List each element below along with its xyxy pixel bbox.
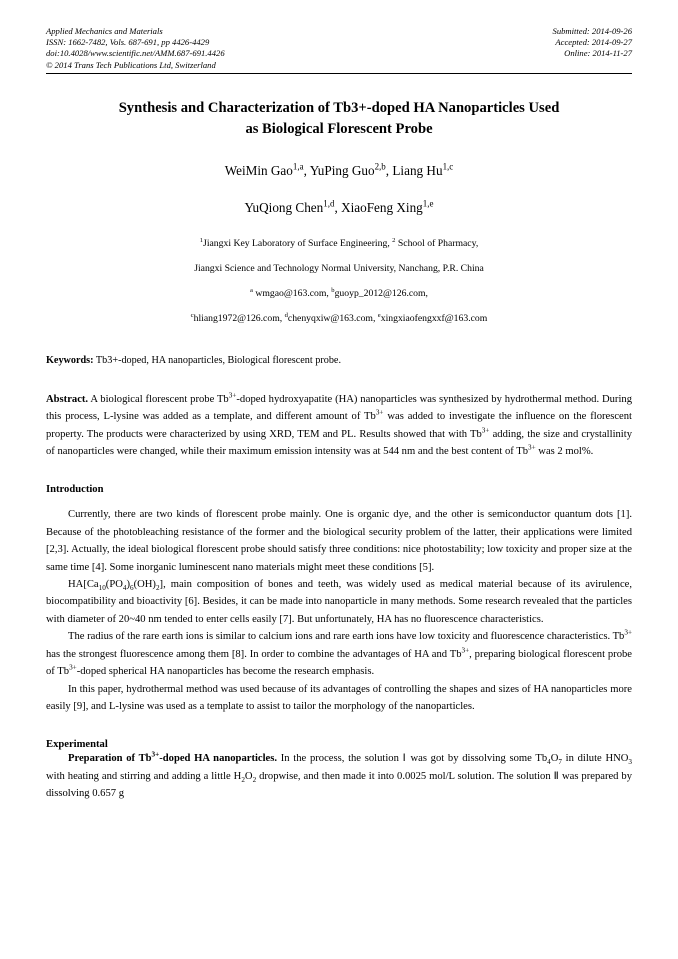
intro-paragraph-2 — [46, 576, 632, 628]
formula-sub: 2 — [241, 775, 245, 784]
abstract-text: A biological florescent probe Tb — [88, 393, 229, 405]
affiliation-line-2: Jiangxi Science and Technology Normal University, Nanchang, P.R. China — [194, 262, 484, 274]
author-name: , Liang Hu — [385, 162, 443, 178]
abstract-label: Abstract. — [46, 393, 89, 405]
abstract-sup: 3+ — [528, 443, 536, 452]
keywords-section — [46, 353, 632, 368]
para-text: -doped spherical HA nanoparticles has become the research emphasis. — [76, 666, 375, 678]
keywords-label: Keywords: — [46, 354, 94, 366]
abstract-text: -doped hydroxyapatite (HA) nanoparticles was synthesized by hydrothermal method. During this process, L-lysine was added as a template, and different amount of Tb — [46, 393, 632, 423]
para-text: in dilute HNO — [561, 753, 629, 765]
formula-sup: 3+ — [461, 646, 470, 655]
abstract-sup: 3+ — [228, 391, 237, 400]
formula-sub: 3 — [628, 758, 633, 767]
journal-info — [46, 26, 225, 71]
para-text: (OH) — [133, 579, 156, 591]
keywords-text: Tb3+-doped, HA nanoparticles, Biological florescent probe. — [93, 354, 341, 366]
email-marker-c: c — [190, 311, 194, 319]
abstract-text: adding, the size and crystallinity of nanoparticles were changed, while their maximum emission intensity was at 544 nm and the best content of Tb — [46, 428, 632, 458]
author-line-2 — [46, 198, 632, 218]
intro-paragraph-3 — [46, 628, 632, 680]
email-marker-b: b — [331, 286, 335, 294]
email-text: wmgao@163.com, — [252, 287, 332, 299]
para-text: O — [550, 753, 559, 765]
page-header — [46, 26, 632, 71]
para-text: dropwise, and then made it into 0.0025 mol/L solution. The solution Ⅱ was prepared by dissolving 0.657 g — [46, 770, 633, 800]
affil-marker-1: 1 — [199, 236, 204, 244]
abstract-section — [46, 391, 632, 461]
para-text: ) — [126, 579, 130, 591]
affil-marker-2: 2 — [392, 236, 396, 244]
para-bold-lead — [68, 750, 278, 765]
author-affil-marker: 1,e — [422, 198, 434, 209]
author-affil-marker: 1,d — [323, 198, 335, 209]
email-line-2 — [46, 311, 632, 326]
para-text: In the process, the solution Ⅰ was got by dissolving some Tb — [277, 753, 548, 765]
abstract-sup: 3+ — [481, 426, 490, 435]
intro-paragraph-1: Currently, there are two kinds of florescent probe mainly. One is organic dye, and the other is semiconductor quantum dots [1]. Because of the photobleaching resistance of the former and the biological security problem of the latter, their applications were limited [2,3]. Actually, the ideal biological florescent probe should satisfy three conditions: nice photostability; low toxicity and proper size at the same time [4]. Some inorganic luminescent nano materials might meet these conditions [5]. — [46, 509, 632, 573]
bold-text: Preparation of Tb — [68, 753, 152, 765]
author-line-1 — [46, 161, 632, 181]
para-text: with heating and stirring and adding a little H — [46, 770, 242, 782]
journal-name: Applied Mechanics and Materials — [46, 26, 163, 36]
email-line-1 — [46, 286, 632, 301]
author-affil-marker: 1,a — [292, 161, 304, 172]
formula-sup: 3+ — [69, 663, 77, 672]
email-marker-d: d — [284, 311, 288, 319]
email-marker-a: a — [250, 286, 253, 294]
formula-sub: 2 — [252, 775, 257, 784]
author-name: YuQiong Chen — [244, 199, 324, 215]
affiliation-line-1 — [46, 236, 632, 251]
para-text: has the strongest fluorescence among them [8]. In order to combine the advantages of HA and Tb — [46, 648, 462, 660]
formula-sub: 7 — [558, 758, 562, 767]
page-title — [46, 98, 632, 140]
formula-sup: 3+ — [151, 750, 160, 759]
journal-issn: ISSN: 1662-7482, Vols. 687-691, pp 4426-4429 — [46, 37, 210, 48]
journal-doi: doi:10.4028/www.scientific.net/AMM.687-691.4426 — [46, 48, 225, 59]
para-text: ], main composition of bones and teeth, was widely used as medical material because of its avirulence, biocompatibility and bioactivity [6]. Besides, it can be made into nanoparticle in many methods. Some research revealed that the particles with diameter of 20~40 nm tended to enter cells easily [7]. But unfortunately, HA has no fluorescence characteristics. — [46, 579, 632, 625]
header-divider — [46, 73, 632, 74]
formula-sub: 6 — [130, 584, 134, 593]
experimental-paragraph-1 — [46, 750, 632, 802]
affiliations — [46, 236, 632, 326]
intro-paragraph-4: In this paper, hydrothermal method was used because of its advantages of controlling the shapes and sizes of HA nanoparticles more easily [9], and L-lysine was used as a template to assist to tailor the morphology of the nanoparticles. — [46, 683, 632, 712]
title-line-2: as Biological Florescent Probe — [245, 120, 433, 137]
email-text: guoyp_2012@126.com, — [334, 287, 428, 299]
formula-sup: 3+ — [624, 628, 632, 637]
para-text: The radius of the rare earth ions is similar to calcium ions and rare earth ions have low toxicity and fluorescence characteristics. Tb — [68, 631, 625, 643]
section-heading-introduction: Introduction — [46, 484, 104, 496]
author-affil-marker: 2,b — [374, 161, 386, 172]
online-date: Online: 2014-11-27 — [564, 48, 632, 59]
bold-text: -doped HA nanoparticles. — [159, 753, 278, 765]
abstract-text: was added to investigate the influence on the florescent property. The products were characterized by using XRD, TEM and PL. Results showed that with Tb — [46, 411, 632, 440]
submitted-date: Submitted: 2014-09-26 — [552, 26, 632, 36]
author-name: , XiaoFeng Xing — [334, 199, 423, 215]
para-text: (PO — [105, 579, 123, 591]
abstract-sup: 3+ — [375, 408, 384, 417]
formula-sub: 4 — [547, 758, 551, 767]
email-text: xingxiaofengxxf@163.com — [380, 312, 488, 324]
para-text: HA[Ca — [68, 579, 99, 591]
formula-sub: 4 — [122, 584, 127, 593]
title-line-1: Synthesis and Characterization of Tb3+-doped HA Nanoparticles Used — [118, 99, 560, 116]
email-text: hliang1972@126.com, — [193, 312, 285, 324]
formula-sub: 10 — [98, 584, 106, 593]
formula-sub: 2 — [155, 584, 160, 593]
affiliation-text: Jiangxi Key Laboratory of Surface Engineering, — [203, 237, 393, 249]
abstract-text: was 2 mol%. — [535, 446, 594, 458]
author-list — [46, 161, 632, 218]
journal-copyright: © 2014 Trans Tech Publications Ltd, Switzerland — [46, 59, 216, 70]
author-name: , YuPing Guo — [303, 162, 375, 178]
section-heading-experimental: Experimental — [46, 739, 108, 751]
submission-dates — [553, 26, 632, 71]
email-marker-e: e — [377, 311, 381, 319]
author-affil-marker: 1,c — [442, 161, 454, 172]
email-text: chenyqxiw@163.com, — [287, 312, 378, 324]
author-name: WeiMin Gao — [224, 162, 293, 178]
affiliation-text: School of Pharmacy, — [395, 237, 479, 249]
accepted-date: Accepted: 2014-09-27 — [555, 37, 632, 48]
para-text: O — [244, 770, 253, 782]
para-text: , preparing biological florescent probe of Tb — [46, 648, 632, 678]
